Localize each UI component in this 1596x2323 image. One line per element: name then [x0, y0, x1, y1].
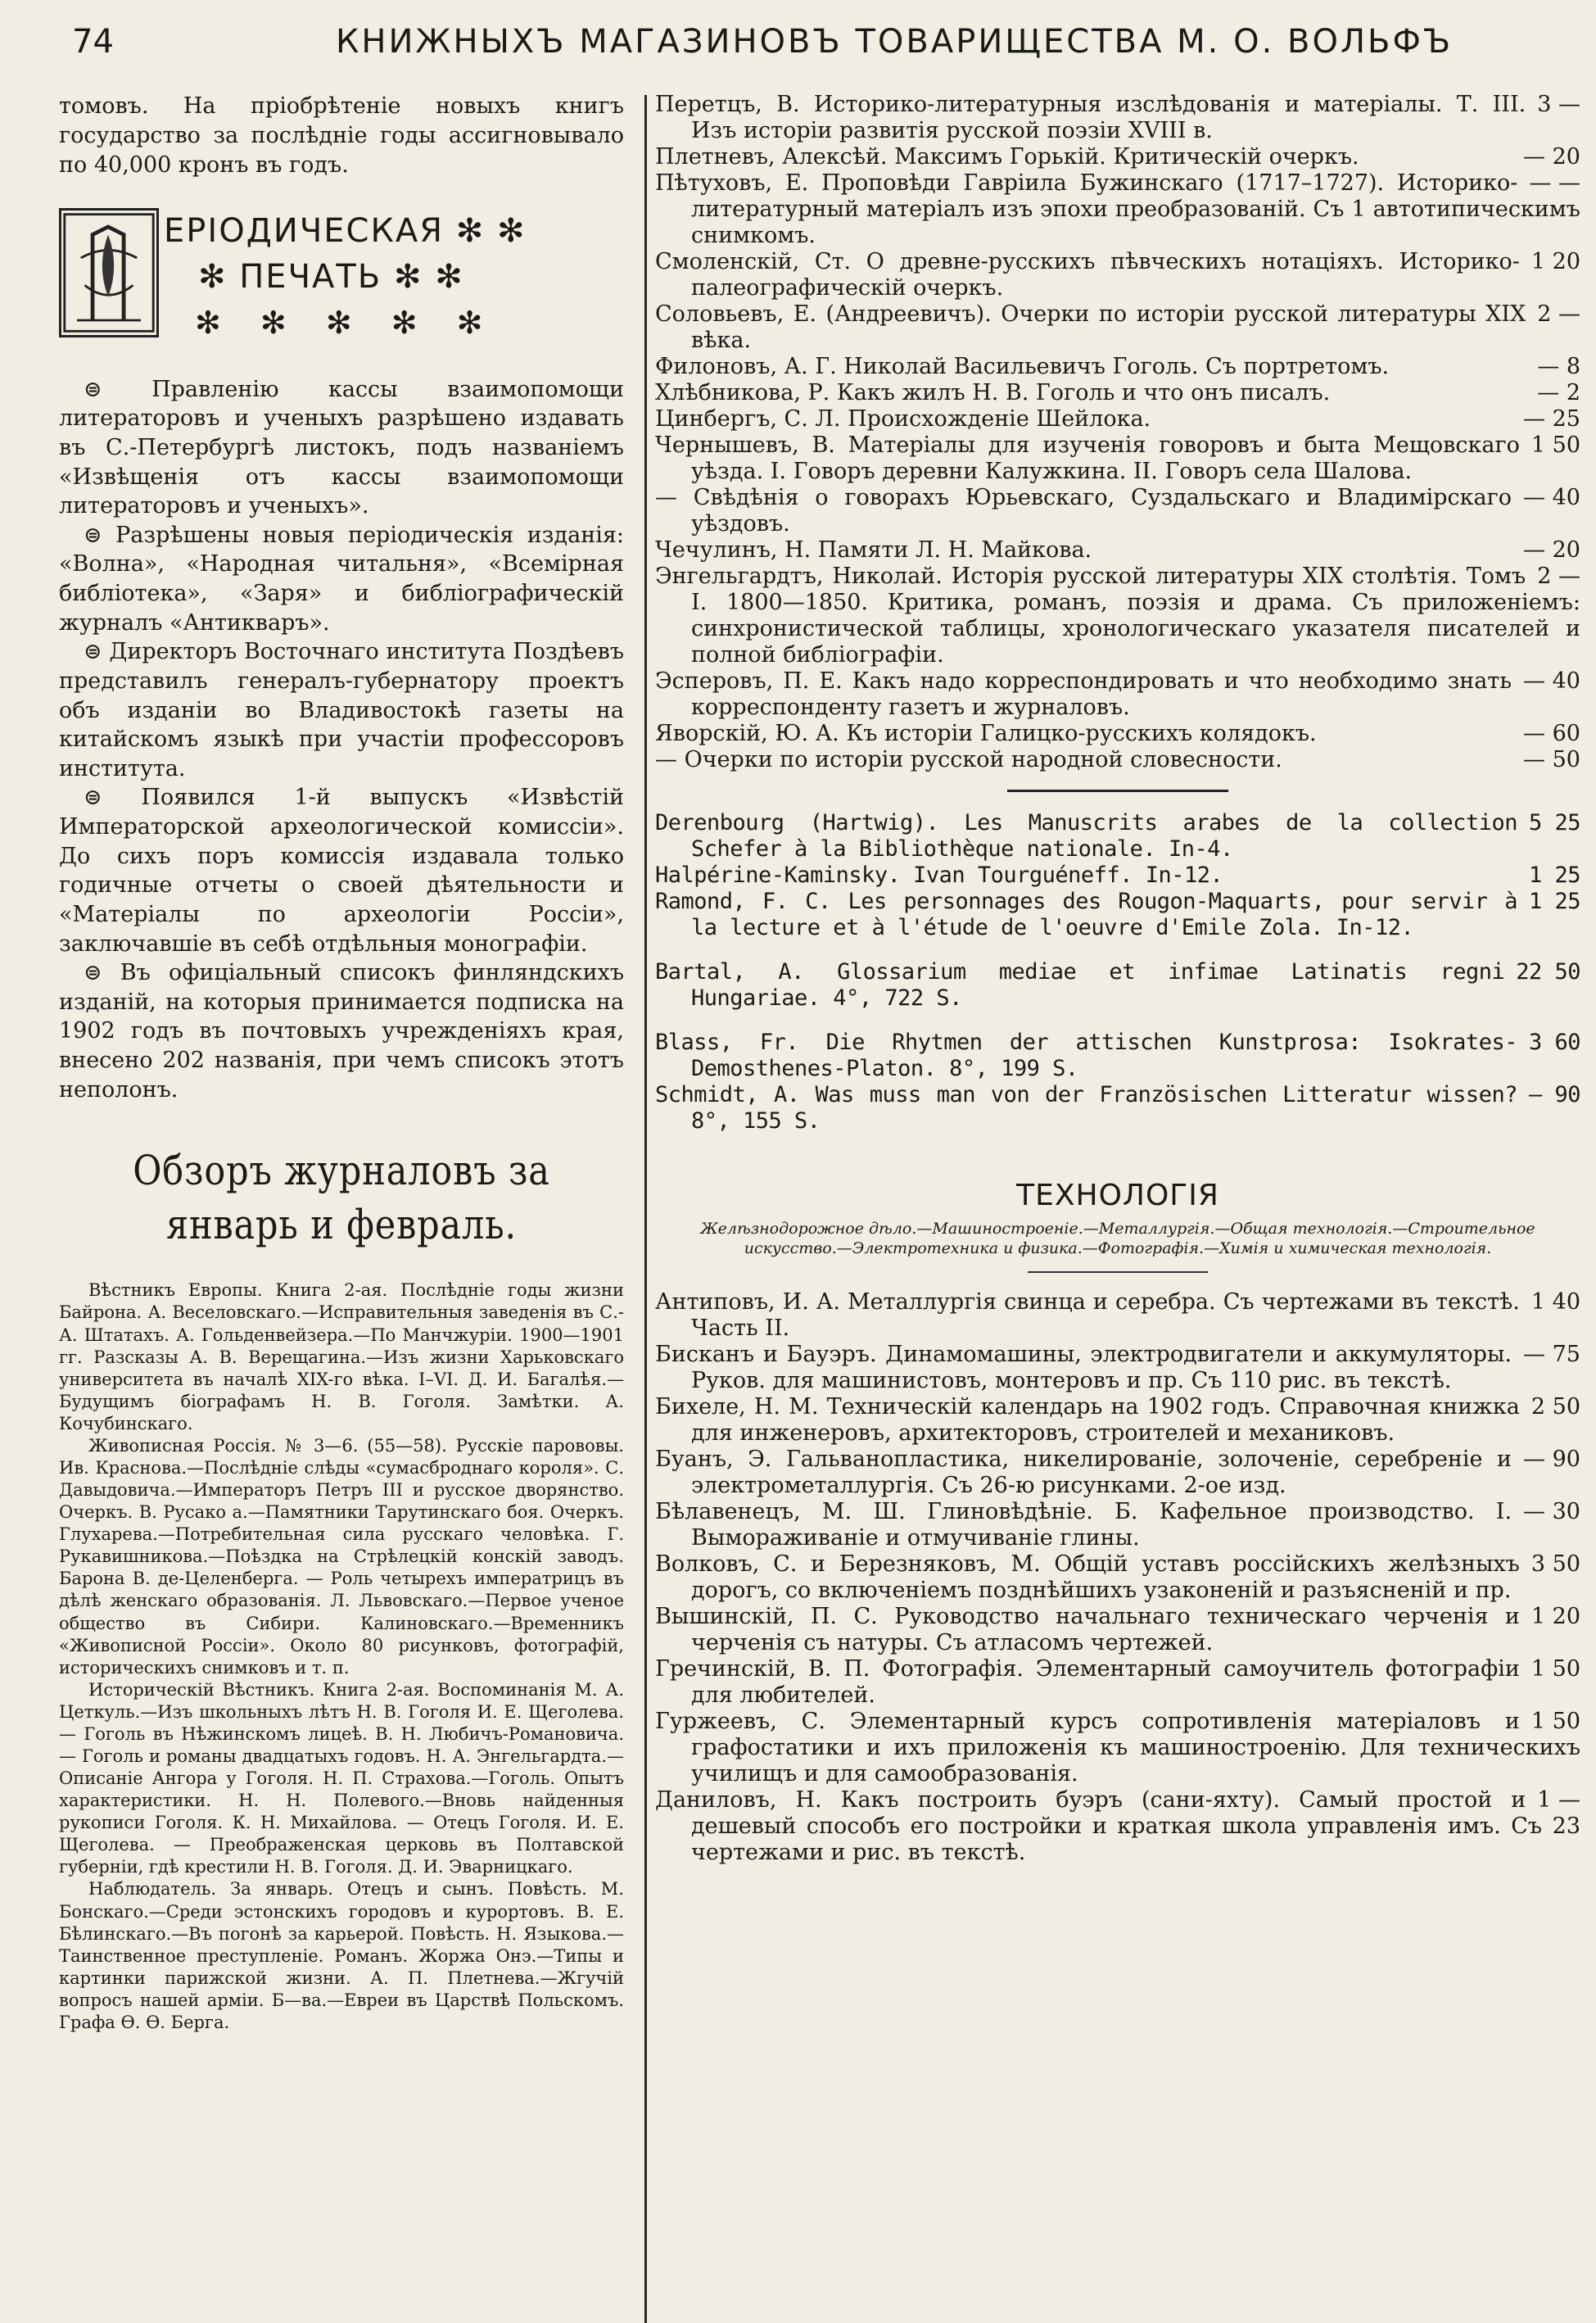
book-entry [655, 1709, 1580, 1787]
journal-entry: Наблюдатель. За январь. Отецъ и сынъ. Повѣсть. М. Бонскаго.—Среди эстонскихъ городовъ и курортовъ. В. Е. Бѣлинскаго.—Въ погонѣ за карьерой. Повѣсть. Н. Языкова.—Таинственное преступленіе. Романъ. Жоржа Онэ.—Типы и картинки парижской жизни. А. П. Плетнева.—Жгучій вопросъ нашей арміи. Б—ва.—Евреи въ Царствѣ Польскомъ. Графа Ѳ. Ѳ. Берга. [59, 1879, 624, 2032]
book-price: — 60 [1523, 721, 1580, 746]
book-entry [655, 144, 1580, 170]
book-entry [655, 1289, 1580, 1342]
news-item: ⊜ Директоръ Восточнаго института Поздѣевъ представилъ генералъ-губернатору проектъ объ изданіи во Владивостокѣ газеты на китайскомъ языкѣ при участіи профессоровъ института. [59, 639, 624, 781]
running-title: КНИЖНЫХЪ МАГАЗИНОВЪ ТОВАРИЩЕСТВА М. О. ВОЛЬФЪ [336, 23, 1454, 61]
book-title: Blass, Fr. Die Rhytmen der attischen Kunstprosa: Isokrates-Demosthenes-Platon. 8°, 199 S. [655, 1030, 1517, 1081]
book-title: Антиповъ, И. А. Металлургія свинца и серебра. Съ чертежами въ текстѣ. Часть II. [655, 1289, 1520, 1341]
book-price: — 20 [1523, 537, 1580, 563]
book-title: Гречинскій, В. П. Фотографія. Элементарный самоучитель фотографіи для любителей. [655, 1656, 1520, 1708]
column-divider [644, 95, 647, 2323]
technology-subtitle: Желѣзнодорожное дѣло.—Машиностроеніе.—Металлургія.—Общая технологія.—Строительное искусство.—Электротехника и физика.—Фотографія.—Химія и химическая технологія. [700, 1220, 1535, 1257]
journal-review-title: Обзоръ журналовъ за январь и февраль. [133, 1147, 550, 1249]
book-price: — 2 [1537, 380, 1580, 405]
book-title: Цинбергъ, С. Л. Происхожденіе Шейлока. [655, 406, 1151, 432]
book-price: 2 50 [1530, 1394, 1580, 1420]
book-price: 1 50 [1530, 1656, 1580, 1682]
book-title: Пѣтуховъ, Е. Проповѣди Гавріила Бужинскаго (1717–1727). Историко-литературный матеріалъ изъ эпохи преобразованій. Съ 1 автотипическимъ снимкомъ. [655, 170, 1580, 248]
book-price: — 40 [1523, 668, 1580, 694]
book-entry [655, 485, 1580, 537]
book-title: Derenbourg (Hartwig). Les Manuscrits arabes de la collection Schefer à la Bibliothèque nationale. In-4. [655, 810, 1517, 862]
book-title: Перетцъ, В. Историко-литературныя изслѣдованія и матеріалы. Т. III. Изъ исторіи развитія русской поэзіи XVIII в. [655, 92, 1526, 143]
book-title: — Очерки по исторіи русской народной словесности. [655, 747, 1282, 772]
book-title: Ramond, F. C. Les personnages des Rougon-Maquarts, pour servir à la lecture et à l'étude de l'oeuvre d'Emile Zola. In-12. [655, 889, 1517, 940]
book-title: Гуржеевъ, С. Элементарный курсъ сопротивленія матеріаловъ и графостатики и ихъ приложенія къ машиностроенію. Для техническихъ училищъ и для самообразованія. [655, 1709, 1580, 1786]
book-entry [655, 668, 1580, 721]
book-title: Бихеле, Н. М. Техническій календарь на 1902 годъ. Справочная книжка для инженеровъ, архитекторовъ, строителей и механиковъ. [655, 1394, 1520, 1446]
book-price: 1 25 [1528, 863, 1580, 888]
book-entry [655, 354, 1580, 380]
right-column [655, 92, 1580, 1866]
book-price: 5 25 [1528, 810, 1580, 835]
book-title: Яворскій, Ю. А. Къ исторіи Галицко-русскихъ колядокъ. [655, 721, 1317, 746]
journal-entry: Историческій Вѣстникъ. Книга 2-ая. Воспоминанія М. А. Цеткуль.—Изъ школьныхъ лѣтъ Н. В. Гоголя И. Е. Щеголева. — Гоголь въ Нѣжинскомъ лицеѣ. В. Н. Любичъ-Романовича. — Гоголь и романы двадцатыхъ годовъ. Н. А. Энгельгардта.—Описаніе Ангора у Гоголя. Н. П. Страхова.—Гоголь. Опытъ характеристики. Н. Н. Полевого.—Вновь найденныя рукописи Гоголя. К. Н. Михайлова. — Отецъ Гоголя. И. Е. Щеголева. — Преображенская церковь въ Полтавской губерніи, гдѣ крестили Н. В. Гоголя. Д. И. Эварницкаго. [59, 1679, 624, 1877]
book-title: Бисканъ и Бауэръ. Динамомашины, электродвигатели и аккумуляторы. Руков. для машинистовъ, монтеровъ и пр. Съ 110 рис. въ текстѣ. [655, 1342, 1512, 1393]
book-price: 1 20 [1530, 1604, 1580, 1629]
book-price: 22 50 [1516, 959, 1580, 985]
book-title: Буанъ, Э. Гальванопластика, никелированіе, золоченіе, серебреніе и электрометаллургія. Съ 26-ю рисунками. 2-ое изд. [655, 1447, 1512, 1498]
news-list [59, 375, 624, 1105]
book-title: Плетневъ, Алексѣй. Максимъ Горькій. Критическій очеркъ. [655, 144, 1359, 170]
periodic-press-heading [59, 208, 624, 364]
latin-literature-list [655, 959, 1580, 1012]
book-price: 3 — [1537, 92, 1580, 117]
book-entry [655, 1394, 1580, 1447]
technology-section-title: ТЕХНОЛОГІЯ [1016, 1179, 1219, 1212]
periodic-heading-line-2: ✻ ПЕЧАТЬ ✻ ✻ [198, 257, 464, 296]
book-price: — 20 [1523, 144, 1580, 170]
book-title: Bartal, A. Glossarium mediae et infimae Latinatis regni Hungariae. 4°, 722 S. [655, 959, 1505, 1011]
book-entry [655, 747, 1580, 773]
book-entry [655, 301, 1580, 354]
news-item: ⊜ Разрѣшены новыя періодическія изданія: «Волна», «Народная читальня», «Всемірная библіотека», «Заря» и библіографическій журналъ «Антикваръ». [59, 522, 624, 636]
book-entry [655, 92, 1580, 144]
journal-review-list [59, 1279, 624, 2034]
book-title: Halpérine-Kaminsky. Ivan Tourguéneff. In-12. [655, 863, 1223, 888]
book-price: — 90 [1523, 1447, 1580, 1472]
french-literature-list [655, 810, 1580, 941]
book-entry [655, 1656, 1580, 1709]
book-title: Даниловъ, Н. Какъ построить буэръ (сани-яхту). Самый простой и дешевый способъ его постройки и краткая школа управленія имъ. Съ 23 чертежами и рис. въ текстѣ. [655, 1787, 1580, 1865]
journal-entry: Вѣстникъ Европы. Книга 2-ая. Послѣдніе годы жизни Байрона. А. Веселовскаго.—Исправительныя заведенія въ С.-А. Штатахъ. А. Гольденвейзера.—По Манчжуріи. 1900—1901 гг. Разсказы А. В. Верещагина.—Изъ жизни Харьковскаго университета въ началѣ XIX-го вѣка. I–VI. Д. И. Багалѣя.—Будущимъ біографамъ Н. В. Гоголя. Замѣтки. А. Кочубинскаго. [59, 1280, 624, 1433]
book-entry [655, 1082, 1580, 1134]
book-price: — 90 [1528, 1082, 1580, 1107]
book-entry [655, 1447, 1580, 1499]
book-entry [655, 564, 1580, 668]
book-title: Хлѣбникова, Р. Какъ жилъ Н. В. Гоголь и что онъ писалъ. [655, 380, 1331, 405]
book-entry [655, 1551, 1580, 1604]
book-price: 3 50 [1530, 1551, 1580, 1577]
news-item: ⊜ Правленію кассы взаимопомощи литераторовъ и ученыхъ разрѣшено издавать въ С.-Петербургѣ листокъ, подъ названіемъ «Извѣщенія отъ кассы взаимопомощи литераторовъ и ученыхъ». [59, 376, 624, 519]
book-entry [655, 537, 1580, 564]
periodic-heading-line-1: ЕРІОДИЧЕСКАЯ ✻ ✻ [164, 211, 527, 250]
book-price: 2 — [1537, 301, 1580, 327]
book-title: Соловьевъ, Е. (Андреевичъ). Очерки по исторіи русской литературы XIX вѣка. [655, 301, 1526, 353]
section-divider [1028, 1271, 1208, 1273]
periodic-heading-text [159, 208, 624, 364]
book-entry [655, 1787, 1580, 1866]
book-price: 3 60 [1528, 1030, 1580, 1055]
book-entry [655, 1342, 1580, 1394]
news-item: ⊜ Въ офиціальный списокъ финляндскихъ изданій, на которыя принимается подписка на 1902 годъ въ почтовыхъ учрежденіяхъ края, внесено 202 названія, при чемъ списокъ этотъ неполонъ. [59, 960, 624, 1103]
page-number: 74 [72, 23, 114, 61]
book-price: 2 — [1537, 564, 1580, 589]
journal-entry: Живописная Россія. № 3—6. (55—58). Русскіе парововы. Ив. Краснова.—Послѣдніе слѣды «сумасброднаго короля». С. Давыдовича.—Императоръ Петръ III и русское дворянство. Очеркъ. В. Русако а.—Памятники Тарутинскаго боя. Очеркъ. Глухарева.—Потребительная сила русскаго человѣка. Г. Рукавишникова.—Поѣздка на Стрѣлецкій конскій заводъ. Барона В. де-Целенберга. — Роль четырехъ императрицъ въ дѣлѣ женскаго образованія. Л. Львовскаго.—Первое ученое общество въ Сибири. Калиновскаго.—Временникъ «Живописной Россіи». Около 80 рисунковъ, фотографій, историческихъ снимковъ и т. п. [59, 1435, 624, 1678]
book-entry [655, 249, 1580, 301]
left-column [59, 92, 624, 2034]
book-entry [655, 432, 1580, 485]
book-price: 1 40 [1530, 1289, 1580, 1315]
technology-list [655, 1289, 1580, 1866]
news-item: ⊜ Появился 1-й выпускъ «Извѣстій Императорской археологической комиссіи». До сихъ поръ комиссія издавала только годичные отчеты о своей дѣятельности и «Матеріалы по археологіи Россіи», заключавшіе въ себѣ отдѣльныя монографіи. [59, 785, 624, 957]
page-header [0, 0, 1596, 82]
book-price: — 25 [1523, 406, 1580, 432]
book-entry [655, 810, 1580, 863]
russian-literature-list [655, 92, 1580, 773]
book-title: Бѣлавенецъ, М. Ш. Глиновѣдѣніе. Б. Кафельное производство. I. Вымораживаніе и отмучиваніе глины. [655, 1499, 1512, 1551]
book-price: 1 50 [1530, 1709, 1580, 1734]
book-price: — 75 [1523, 1342, 1580, 1367]
book-title: Вышинскій, П. С. Руководство начальнаго техническаго черченія и черченія съ натуры. Съ атласомъ чертежей. [655, 1604, 1520, 1655]
book-title: Волковъ, С. и Березняковъ, М. Общій уставъ россійскихъ желѣзныхъ дорогъ, со включеніемъ позднѣйшихъ узаконеній и разъясненій и пр. [655, 1551, 1520, 1603]
continuation-text: томовъ. На пріобрѣтеніе новыхъ книгъ государство за послѣдніе годы ассигновывало по 40,000 кронъ въ годъ. [59, 93, 624, 178]
book-price: 1 — [1537, 1787, 1580, 1813]
spacer [655, 941, 1580, 959]
book-title: Энгельгардтъ, Николай. Исторія русской литературы XIX столѣтія. Томъ I. 1800—1850. Критика, романъ, поэзія и драма. Съ приложеніемъ: синхронистической таблицы, хронологическаго указателя писателей и полной библіографіи. [655, 564, 1580, 668]
book-entry [655, 889, 1580, 941]
book-price: 1 50 [1530, 432, 1580, 458]
book-price: — 40 [1523, 485, 1580, 510]
book-entry [655, 380, 1580, 406]
book-title: Schmidt, A. Was muss man von der Französischen Litteratur wissen? 8°, 155 S. [655, 1082, 1517, 1134]
book-price: 1 20 [1530, 249, 1580, 274]
book-title: Эсперовъ, П. Е. Какъ надо корреспондировать и что необходимо знать корреспонденту газетъ и журналовъ. [655, 668, 1512, 720]
book-entry [655, 1499, 1580, 1551]
book-price: — 30 [1523, 1499, 1580, 1524]
ornamental-initial-icon [59, 208, 159, 337]
section-divider [1007, 790, 1228, 792]
book-title: Чернышевъ, В. Матеріалы для изученія говоровъ и быта Мещовскаго уѣзда. I. Говоръ деревни Калужкина. II. Говоръ села Шалова. [655, 432, 1520, 484]
spacer [655, 1012, 1580, 1030]
book-entry [655, 170, 1580, 249]
book-price: — 50 [1523, 747, 1580, 772]
book-title: — Свѣдѣнія о говорахъ Юрьевскаго, Суздальскаго и Владимірскаго уѣздовъ. [655, 485, 1512, 537]
book-title: Смоленскій, Ст. О древне-русскихъ пѣвческихъ нотаціяхъ. Историко-палеографическій очеркъ. [655, 249, 1520, 301]
book-entry [655, 863, 1580, 889]
book-entry [655, 959, 1580, 1012]
book-price: — — [1529, 170, 1580, 196]
book-title: Филоновъ, А. Г. Николай Васильевичъ Гоголь. Съ портретомъ. [655, 354, 1390, 379]
german-literature-list [655, 1030, 1580, 1134]
book-entry [655, 721, 1580, 747]
book-title: Чечулинъ, Н. Памяти Л. Н. Майкова. [655, 537, 1092, 563]
book-price: 1 25 [1528, 889, 1580, 914]
book-price: — 8 [1537, 354, 1580, 379]
book-entry [655, 1030, 1580, 1082]
periodic-heading-line-3: ✻ ✻ ✻ ✻ ✻ [195, 304, 498, 341]
book-entry [655, 1604, 1580, 1656]
book-entry [655, 406, 1580, 432]
